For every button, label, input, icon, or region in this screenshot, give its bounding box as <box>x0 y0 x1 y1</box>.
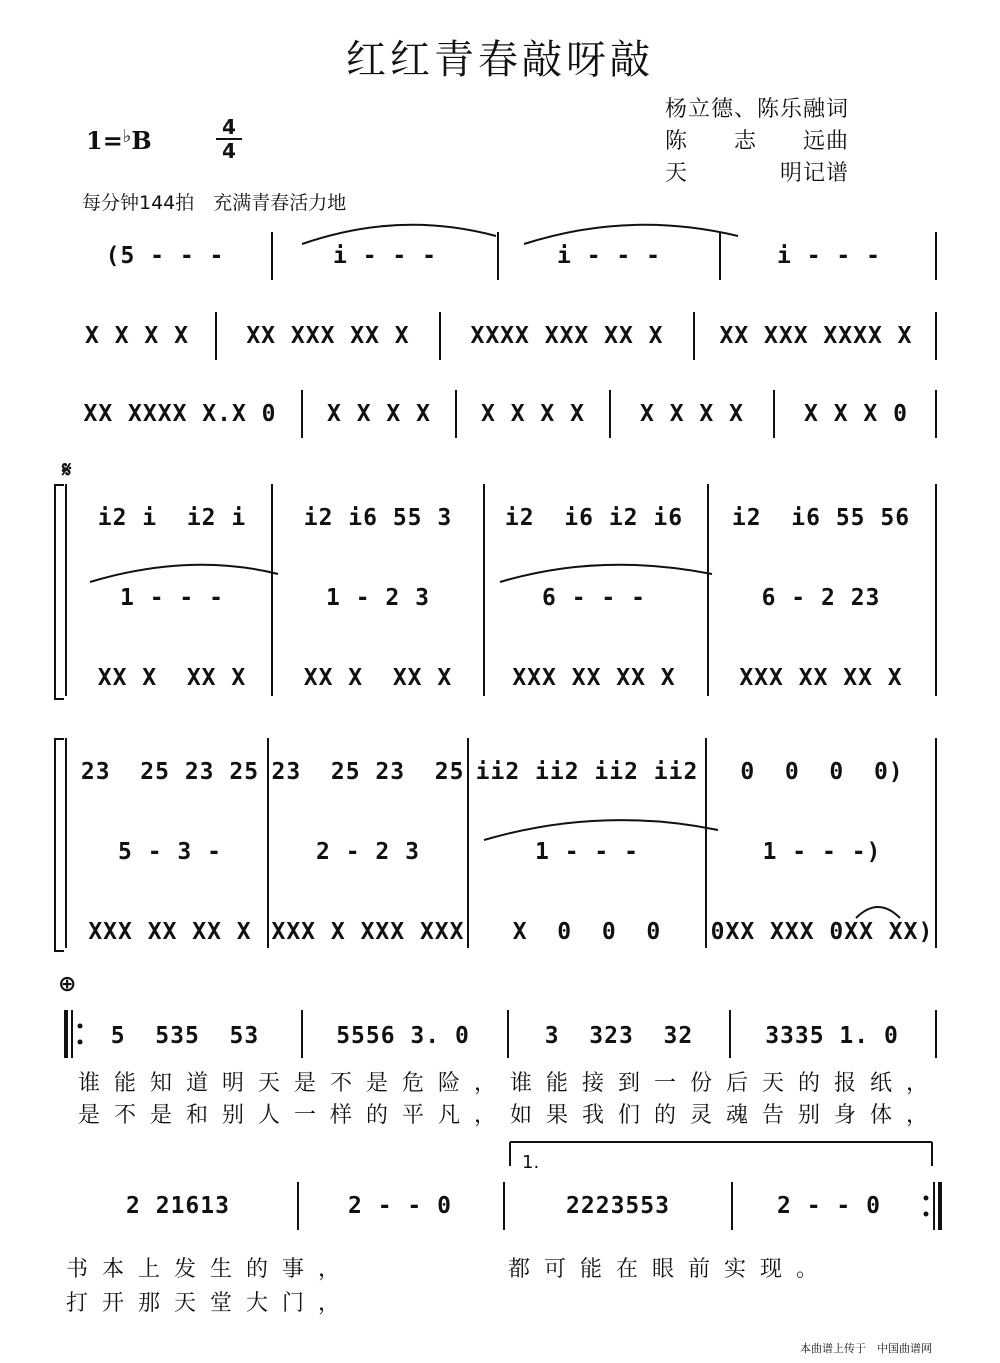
measure <box>486 658 702 698</box>
measure <box>458 394 608 434</box>
measure-notes: 5556 3. 0 <box>336 1023 470 1049</box>
measure-notes: i - - - <box>777 243 881 269</box>
measure <box>300 1016 506 1056</box>
measure-notes: 3 323 32 <box>544 1023 694 1049</box>
measure <box>74 658 270 698</box>
measure-notes: X X X X <box>327 401 431 427</box>
measure-notes: (5 - - - <box>105 243 225 269</box>
measure-notes: 3335 1. 0 <box>765 1023 899 1049</box>
measure <box>74 912 266 952</box>
measure-notes: XX XXX XX X <box>246 323 410 349</box>
lyricist-credit: 杨立德、陈乐融词 <box>665 97 850 122</box>
measure-notes: XX X XX X <box>97 665 247 691</box>
measure <box>60 1186 296 1226</box>
notation-row <box>74 1016 940 1056</box>
key-note: B <box>131 126 152 155</box>
measure-notes: 5 - 3 - <box>118 839 222 865</box>
measure <box>508 1186 728 1226</box>
measure-notes: X X X 0 <box>804 401 908 427</box>
measure-notes: X 0 0 0 <box>512 919 662 945</box>
measure-notes: 1 - - - <box>120 585 224 611</box>
measure-notes: XX X XX X <box>303 665 453 691</box>
volta-label: 1. <box>522 1152 540 1173</box>
notation-row <box>74 658 940 698</box>
measure-notes: 2 - 2 3 <box>316 839 420 865</box>
measure-notes: 1 - 2 3 <box>326 585 430 611</box>
measure-notes: XXX XX XX X <box>739 665 903 691</box>
measure-notes: 1 - - -) <box>762 839 882 865</box>
segno-sign: 𝄋 <box>62 458 72 483</box>
notation-row <box>74 752 940 792</box>
measure-notes: 6 - 2 23 <box>761 585 881 611</box>
time-bottom: 4 <box>216 138 242 162</box>
composer-credit: 陈 志 远曲 <box>665 129 850 154</box>
system-brace <box>54 484 64 700</box>
measure-notes: i2 i6 i2 i6 <box>504 505 684 531</box>
measure-notes: 2 - - 0 <box>777 1193 881 1219</box>
measure-notes: 0XX XXX 0XX XX) <box>710 919 934 945</box>
measure <box>708 832 936 872</box>
measure-notes: XXX XX XX X <box>88 919 252 945</box>
measure-notes: XXXX XXX XX X <box>470 323 664 349</box>
measure <box>270 752 466 792</box>
measure <box>218 316 438 356</box>
notation-row <box>74 912 940 952</box>
measure <box>274 236 496 276</box>
flat-sign: ♭ <box>122 126 132 147</box>
measure <box>304 394 454 434</box>
measure <box>74 832 266 872</box>
measure-notes: 5 535 53 <box>110 1023 260 1049</box>
measure <box>442 316 692 356</box>
key-signature <box>86 126 152 155</box>
notation-row <box>60 236 940 276</box>
time-signature <box>216 116 242 162</box>
measure <box>708 752 936 792</box>
measure-notes: X X X X <box>85 323 189 349</box>
measure <box>706 658 936 698</box>
measure <box>470 912 704 952</box>
measure-notes: X X X X <box>640 401 744 427</box>
measure-notes: 6 - - - <box>542 585 646 611</box>
lyric-text: 打开那天堂大门， <box>66 1291 355 1316</box>
measure-notes: i2 i i2 i <box>97 505 247 531</box>
measure-notes: ii2 ii2 ii2 ii2 <box>475 759 699 785</box>
measure-notes: X X X X <box>481 401 585 427</box>
measure-notes: i2 i6 55 56 <box>731 505 911 531</box>
measure <box>732 1016 932 1056</box>
measure <box>270 832 466 872</box>
measure <box>510 1016 728 1056</box>
source-footer: 本曲谱上传于 中国曲谱网 <box>800 1342 932 1355</box>
measure <box>708 912 936 952</box>
measure-notes: XXX X XXX XXX <box>271 919 465 945</box>
measure <box>722 236 936 276</box>
lyric-text: 都可能在眼前实现。 <box>508 1257 833 1282</box>
coda-sign: ⊕ <box>58 972 77 997</box>
notation-row <box>60 316 940 356</box>
measure <box>500 236 718 276</box>
measure <box>612 394 772 434</box>
measure <box>486 578 702 618</box>
lyric-text: 书本上发生的事， <box>66 1257 355 1282</box>
measure-notes: i2 i6 55 3 <box>303 505 453 531</box>
measure <box>74 752 266 792</box>
lyric-line <box>78 1098 942 1138</box>
measure <box>270 912 466 952</box>
measure <box>60 316 214 356</box>
measure <box>470 832 704 872</box>
lyric-line <box>508 1252 832 1292</box>
measure <box>274 498 482 538</box>
measure-notes: 0 0 0 0) <box>740 759 904 785</box>
lyric-line <box>66 1286 354 1326</box>
system-brace <box>54 738 64 952</box>
measure <box>706 578 936 618</box>
measure <box>74 498 270 538</box>
measure <box>486 498 702 538</box>
measure-notes: i - - - <box>333 243 437 269</box>
notation-row <box>60 1186 940 1226</box>
measure-notes: 1 - - - <box>535 839 639 865</box>
lyric-text: 是不是和别人一样的平凡，如果我们的灵魂告别身体， <box>78 1103 943 1128</box>
measure <box>470 752 704 792</box>
measure-notes: i - - - <box>557 243 661 269</box>
measure <box>74 1016 296 1056</box>
notation-row <box>74 578 940 618</box>
measure <box>274 658 482 698</box>
transcriber-credit: 天 明记谱 <box>665 161 850 186</box>
measure-notes: XXX XX XX X <box>512 665 676 691</box>
measure <box>274 578 482 618</box>
time-top: 4 <box>222 115 236 139</box>
key-prefix: 1= <box>86 126 123 155</box>
measure-notes: 23 25 23 25 <box>271 759 465 785</box>
measure <box>60 394 300 434</box>
measure-notes: XX XXX XXXX X <box>719 323 913 349</box>
measure-notes: 2223553 <box>566 1193 670 1219</box>
lyric-text: 谁能知道明天是不是危险，谁能接到一份后天的报纸， <box>78 1071 943 1096</box>
measure <box>74 578 270 618</box>
measure-notes: 2 21613 <box>126 1193 230 1219</box>
measure <box>300 1186 500 1226</box>
song-title: 红红青春敲呀敲 <box>346 37 654 83</box>
measure <box>696 316 936 356</box>
notation-row <box>60 394 940 434</box>
measure <box>734 1186 924 1226</box>
tempo-marking: 每分钟144拍 充满青春活力地 <box>82 192 347 214</box>
measure <box>776 394 936 434</box>
measure-notes: 2 - - 0 <box>348 1193 452 1219</box>
measure <box>60 236 270 276</box>
measure <box>706 498 936 538</box>
measure-notes: 23 25 23 25 <box>80 759 260 785</box>
notation-row <box>74 498 940 538</box>
notation-row <box>74 832 940 872</box>
measure-notes: XX XXXX X.X 0 <box>83 401 277 427</box>
